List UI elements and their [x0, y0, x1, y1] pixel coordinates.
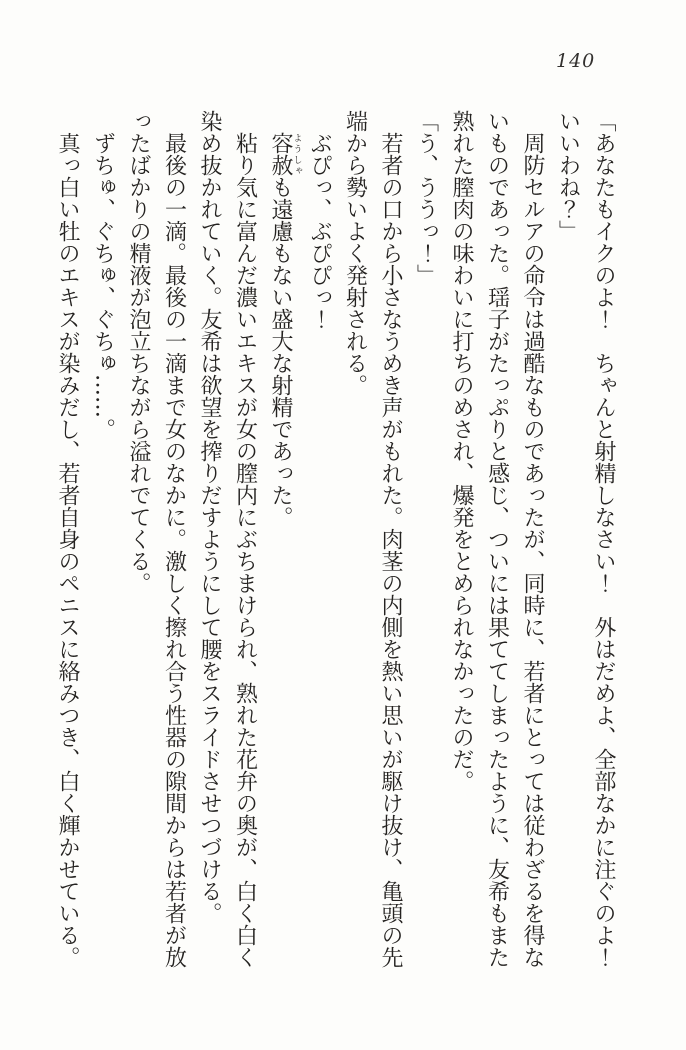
page-number: 140 [556, 50, 596, 72]
paragraph-2: 周防セルアの命令は過酷なものであったが、同時に、若者にとっては従わざるを得ないものであった。瑶子がたっぷりと感じ、ついには果ててしまったように、友希もまた熟れた膣肉の味わいに打ちのめされ、爆発をとめられなかったのだ。 [449, 110, 545, 968]
paragraph-5: ぶぴっ、ぶぴぴっ！ [307, 132, 332, 330]
paragraph-4: 若者の口から小さなうめき声がもれた。肉茎の内側を熱い思いが駆け抜け、亀頭の先端から勢いよく発射される。 [342, 110, 403, 968]
paragraph-6: 容赦ようしゃも遠慮もない盛大な射精であった。 [268, 132, 302, 528]
paragraph-1: 「あなたもイクのよ！ ちゃんと射精しなさい！ 外はだめよ、全部なかに注ぐのよ！ いいわね？」 [555, 110, 616, 990]
paragraph-9: ずちゅ、ぐちゅ、ぐちゅ……。 [90, 132, 116, 440]
furigana-reading: ようしゃ [291, 132, 302, 176]
furigana-word: 容赦ようしゃ [268, 132, 302, 176]
text-block [50, 110, 622, 990]
paragraph-7: 粘り気に富んだ濃いエキスが女の膣内にぶちまけられ、熟れた花弁の奥が、白く白く染め抜かれていく。友希は欲望を搾りだすようにして腰をスライドさせつづける。 [197, 110, 258, 968]
paragraph-3: 「う、ううっ！」 [413, 110, 439, 286]
paragraph-8: 最後の一滴。最後の一滴まで女のなかに。激しく擦れ合う性器の隙間からは若者が放ったばかりの精液が泡立ちながら溢れでてくる。 [126, 110, 187, 968]
paragraph-10: 真っ白い牡のエキスが染みだし、若者自身のペニスに絡みつき、白く輝かせている。 [55, 132, 80, 968]
